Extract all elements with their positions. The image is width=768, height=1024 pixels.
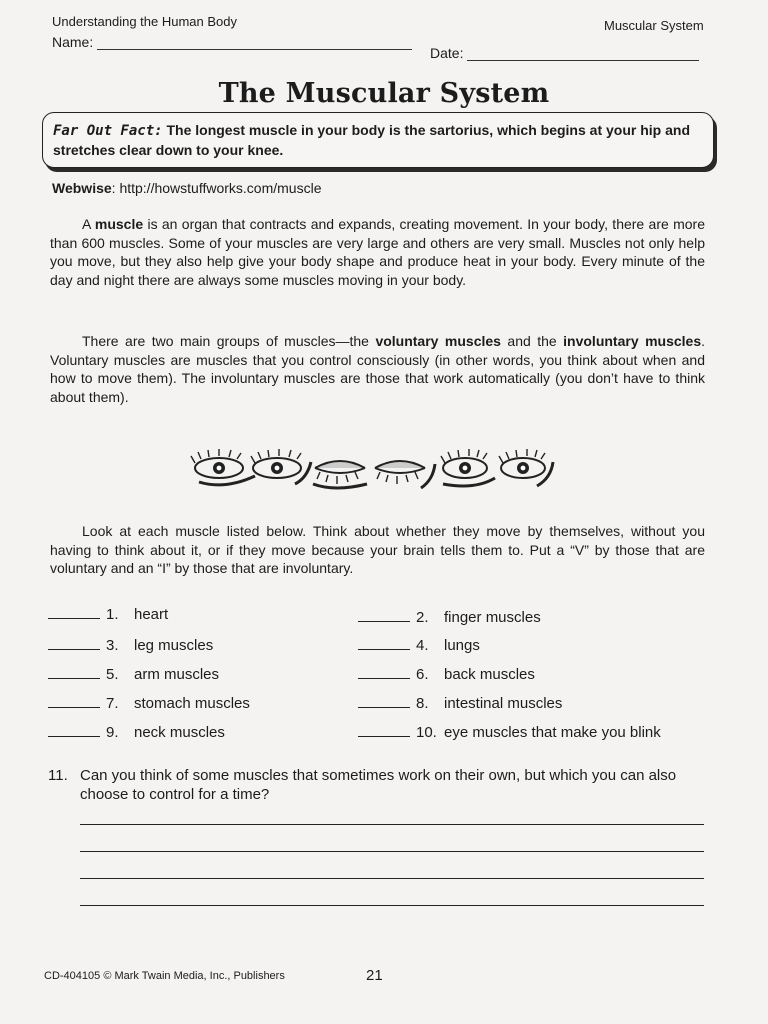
answer-blank[interactable] (358, 637, 410, 650)
p3-text: Look at each muscle listed below. Think about whether they move by themselves, without you having to think about it, or if they move because your brain tells them to. Put a “V” by those that are voluntary and an “I” by those that are involuntary. (50, 523, 705, 576)
list-item (358, 637, 480, 654)
date-field[interactable] (430, 45, 699, 61)
answer-line[interactable] (80, 851, 704, 852)
date-label: Date: (430, 45, 464, 61)
question-text: lungs (444, 637, 480, 654)
answer-blank[interactable] (358, 666, 410, 679)
page-number: 21 (366, 967, 383, 984)
eye-icon (191, 449, 255, 485)
question-text: leg muscles (134, 637, 214, 654)
question-text: intestinal muscles (444, 695, 563, 712)
question-number: 10. (416, 724, 437, 741)
question-number: 8. (416, 695, 429, 712)
question-text: Can you think of some muscles that sometimes work on their own, but which you can also choose to control for a time? (80, 767, 677, 803)
answer-line[interactable] (80, 905, 704, 906)
p2-bold-involuntary: involuntary muscles (563, 333, 702, 349)
answer-blank[interactable] (358, 695, 410, 708)
question-text: heart (134, 606, 169, 623)
list-item (358, 724, 661, 741)
answer-blank[interactable] (358, 724, 410, 737)
question-text: eye muscles that make you blink (444, 724, 661, 741)
paragraph-groups (50, 332, 705, 406)
paragraph-muscle (50, 215, 705, 289)
paragraph-instructions (50, 522, 705, 578)
eye-icon (441, 449, 495, 486)
webwise-label: Webwise (52, 180, 112, 196)
fact-text: The longest muscle in your body is the sartorius, which begins at your hip and stretches clear down to your knee. (53, 122, 690, 158)
webwise: Webwise: http://howstuffworks.com/muscle (52, 180, 322, 196)
answer-blank[interactable] (48, 637, 100, 650)
list-item (48, 666, 219, 683)
list-item (48, 724, 225, 741)
date-line[interactable] (467, 46, 699, 61)
answer-blank[interactable] (48, 695, 100, 708)
question-number: 11. (48, 767, 68, 784)
list-item (48, 695, 250, 712)
answer-blank[interactable] (358, 609, 410, 622)
fact-label: Far Out Fact: (53, 123, 163, 139)
answer-blank[interactable] (48, 606, 100, 619)
eyes-illustration (185, 448, 557, 494)
p2-pre: There are two main groups of muscles—the (82, 333, 376, 349)
list-item (358, 609, 541, 626)
name-label: Name: (52, 34, 94, 50)
question-number: 2. (416, 609, 429, 626)
list-item (48, 637, 213, 654)
question-text: back muscles (444, 666, 535, 683)
question-text: neck muscles (134, 724, 225, 741)
book-title: Understanding the Human Body (52, 14, 238, 29)
fact-box (42, 112, 714, 168)
chapter-title: Muscular System (604, 18, 704, 33)
answer-line[interactable] (80, 824, 704, 825)
p1-post: is an organ that contracts and expands, creating movement. In your body, there are more than 600 muscles. Some of your muscles are very large and others are very small. Muscles not only help you move, but they also help give your body shape and produce heat in your body. Every minute of the day and night there are always some muscles moving in your body. (50, 216, 705, 288)
question-number: 7. (106, 695, 119, 712)
question-text: stomach muscles (134, 695, 250, 712)
question-11 (48, 766, 708, 804)
p2-mid: and the (500, 333, 564, 349)
p1-bold: muscle (94, 216, 144, 232)
answer-line[interactable] (80, 878, 704, 879)
eye-icon (499, 449, 553, 486)
question-number: 4. (416, 637, 429, 654)
publisher-credit: CD-404105 © Mark Twain Media, Inc., Publishers (44, 970, 285, 982)
closed-eye-icon (375, 461, 435, 488)
page-title: The Muscular System (218, 78, 550, 109)
question-number: 5. (106, 666, 119, 683)
list-item (48, 606, 168, 623)
list-item (358, 695, 562, 712)
closed-eye-icon (313, 461, 367, 488)
question-number: 6. (416, 666, 429, 683)
question-text: finger muscles (444, 609, 541, 626)
eye-icon (251, 449, 311, 484)
list-item (358, 666, 535, 683)
question-text: arm muscles (134, 666, 220, 683)
question-number: 9. (106, 724, 119, 741)
p2-bold-voluntary: voluntary muscles (375, 333, 501, 349)
name-line[interactable] (97, 35, 412, 50)
name-field[interactable] (52, 34, 412, 50)
question-number: 3. (106, 637, 119, 654)
answer-blank[interactable] (48, 724, 100, 737)
question-number: 1. (106, 606, 119, 623)
p2-post: . Voluntary muscles are muscles that you control consciously (in other words, you think about when and how to move them). The involuntary muscles are those that work automatically (you don’t have to think about them). (50, 333, 705, 405)
answer-blank[interactable] (48, 666, 100, 679)
p1-pre: A (82, 216, 95, 232)
webwise-url[interactable]: http://howstuffworks.com/muscle (119, 180, 322, 196)
